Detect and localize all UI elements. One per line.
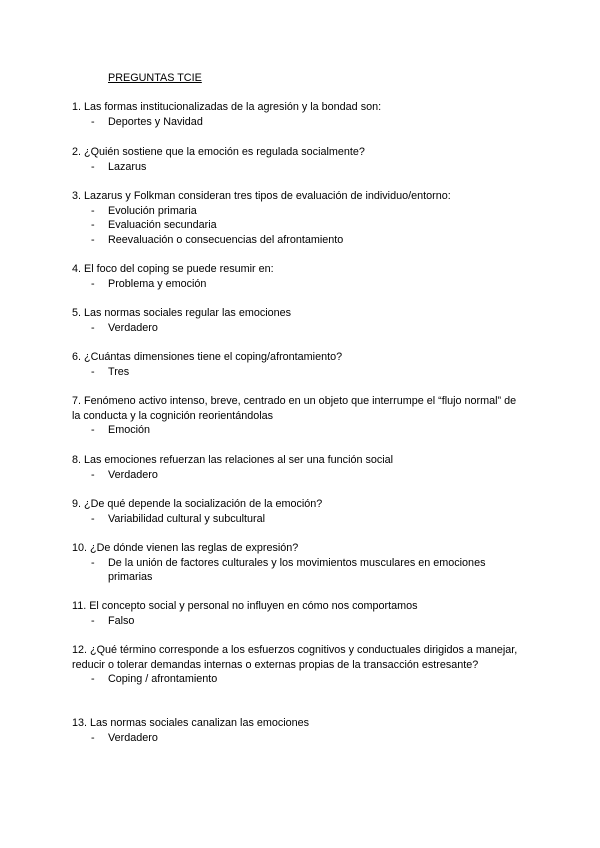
answer-list	[72, 277, 522, 292]
question-text: 12. ¿Qué término corresponde a los esfuerzos cognitivos y conductuales dirigidos a manejar, reducir o tolerar demandas internas o externas propias de la transacción estresante?	[72, 644, 518, 671]
answer-item: - Variabilidad cultural y subcultural	[72, 512, 522, 527]
question-block	[72, 541, 522, 585]
answer-item: - Falso	[72, 614, 522, 629]
answer-list	[72, 614, 522, 629]
question-block	[72, 350, 522, 379]
answer-item: - Deportes y Navidad	[72, 115, 522, 130]
answer-list	[72, 115, 522, 130]
question-text: 6. ¿Cuántas dimensiones tiene el coping/afrontamiento?	[72, 351, 343, 363]
question-block	[72, 599, 522, 628]
question-text: 11. El concepto social y personal no influyen en cómo nos comportamos	[72, 600, 418, 612]
answer-item: - Verdadero	[72, 321, 522, 336]
answer-item: - Reevaluación o consecuencias del afrontamiento	[72, 233, 522, 248]
answer-item: - Tres	[72, 365, 522, 380]
answer-list	[72, 365, 522, 380]
answer-list	[72, 468, 522, 483]
question-block	[72, 189, 522, 247]
answer-list	[72, 160, 522, 175]
answer-item: - Problema y emoción	[72, 277, 522, 292]
question-block	[72, 262, 522, 291]
answer-list	[72, 423, 522, 438]
answer-item: - Verdadero	[72, 468, 522, 483]
question-text: 8. Las emociones refuerzan las relaciones al ser una función social	[72, 454, 394, 466]
answer-list	[72, 204, 522, 248]
page-title: PREGUNTAS TCIE	[108, 72, 202, 84]
answer-item: - Lazarus	[72, 160, 522, 175]
question-block	[72, 497, 522, 526]
answer-list	[72, 556, 522, 585]
answer-item: - Coping / afrontamiento	[72, 672, 522, 687]
question-block	[72, 306, 522, 335]
question-text: 4. El foco del coping se puede resumir en:	[72, 263, 274, 275]
question-block	[72, 643, 522, 687]
question-text: 13. Las normas sociales canalizan las emociones	[72, 717, 310, 729]
question-block	[72, 145, 522, 174]
question-block	[72, 100, 522, 129]
question-text: 7. Fenómeno activo intenso, breve, centrado en un objeto que interrumpe el “flujo normal” de la conducta y la cognición reorientándolas	[72, 395, 517, 422]
question-text: 9. ¿De qué depende la socialización de la emoción?	[72, 498, 323, 510]
answer-item: - Verdadero	[72, 731, 522, 746]
answer-list	[72, 512, 522, 527]
answer-item: - Emoción	[72, 423, 522, 438]
question-text: 3. Lazarus y Folkman consideran tres tipos de evaluación de individuo/entorno:	[72, 190, 451, 202]
answer-item: - Evaluación secundaria	[72, 218, 522, 233]
question-text: 1. Las formas institucionalizadas de la agresión y la bondad son:	[72, 101, 382, 113]
answer-list	[72, 731, 522, 746]
answer-list	[72, 672, 522, 687]
question-text: 10. ¿De dónde vienen las reglas de expresión?	[72, 542, 299, 554]
question-block	[72, 394, 522, 438]
question-text: 5. Las normas sociales regular las emociones	[72, 307, 292, 319]
question-block	[72, 453, 522, 482]
answer-item: - Evolución primaria	[72, 204, 522, 219]
answer-item: - De la unión de factores culturales y los movimientos musculares en emociones primarias	[72, 556, 522, 585]
answer-list	[72, 321, 522, 336]
question-text: 2. ¿Quién sostiene que la emoción es regulada socialmente?	[72, 146, 365, 158]
question-block	[72, 716, 522, 745]
